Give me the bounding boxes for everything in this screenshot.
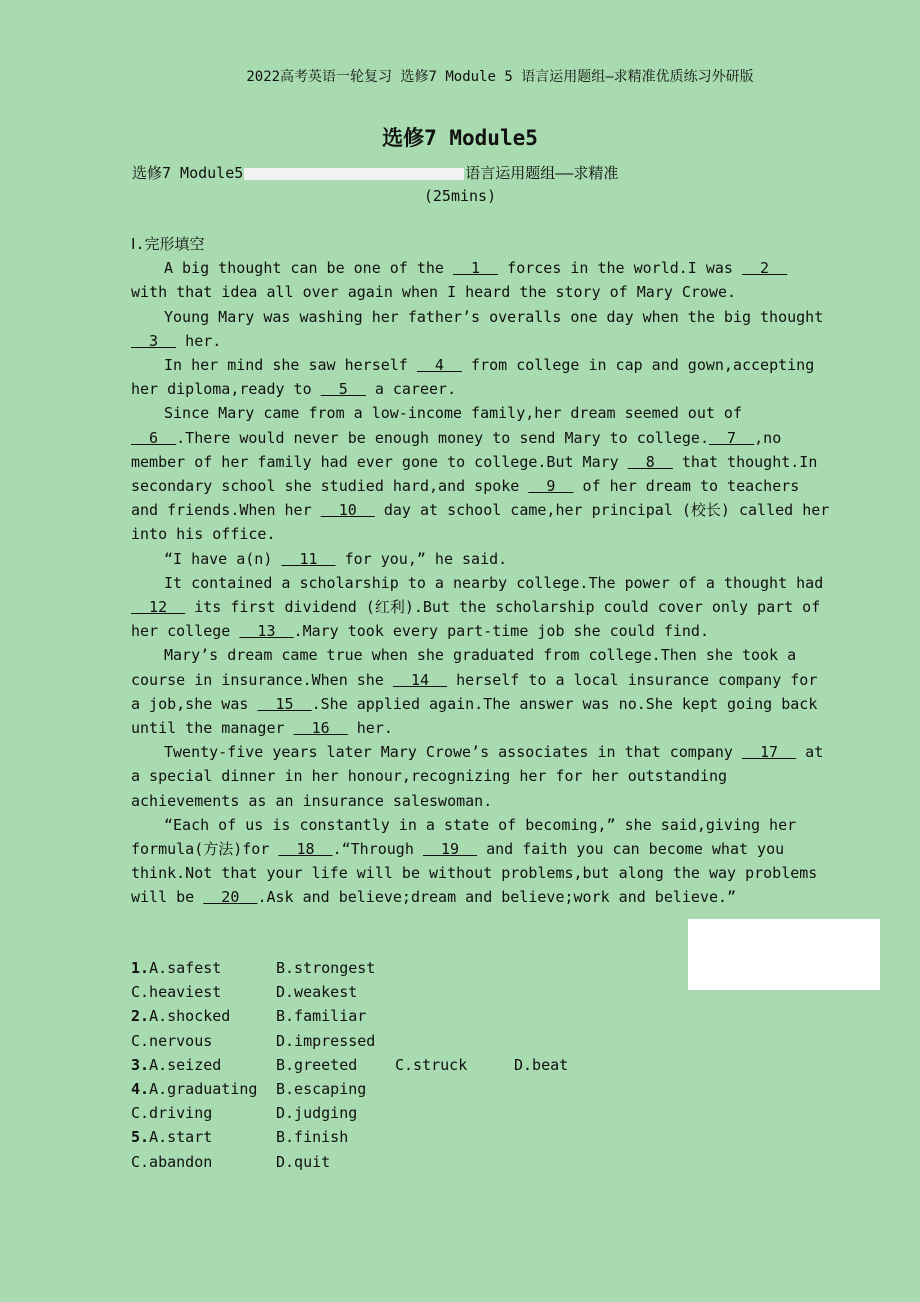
text-run: from college in cap and gown,accepting her diploma,ready to (131, 356, 815, 399)
blank-11: 11 (281, 549, 336, 568)
page-title: 选修7 Module5 (382, 126, 538, 150)
blank-13: 13 (239, 622, 294, 641)
option-b: B.escaping (276, 1080, 367, 1099)
text-run: its first dividend (红利).But the scholarship could cover only part of her college (131, 598, 821, 641)
paragraph (131, 740, 831, 813)
text-run: “I have a(n) (164, 549, 282, 568)
paragraph (131, 256, 831, 304)
option-row (131, 1004, 568, 1028)
text-run: Young Mary was washing her father’s overalls one day when the big thought (164, 307, 824, 326)
question-number: 2. (131, 1007, 150, 1026)
text-run: that thought.In secondary school she studied hard,and spoke (131, 452, 818, 496)
redaction-bar (244, 168, 464, 180)
option-row (131, 1077, 568, 1101)
option-cell (131, 956, 276, 980)
blank-15: 15 (257, 694, 312, 713)
blank-2: 2 (741, 259, 788, 278)
option-a: A.seized (149, 1055, 222, 1074)
blank-1: 1 (452, 259, 499, 278)
blank-16: 16 (293, 719, 348, 738)
stamp-image (688, 919, 880, 990)
text-run: with that idea all over again when I heard the story of Mary Crowe. (131, 283, 737, 302)
option-row (131, 1053, 568, 1077)
option-c: C.nervous (131, 1031, 213, 1050)
blank-5: 5 (320, 380, 366, 399)
option-c: C.driving (131, 1104, 213, 1123)
option-b: B.finish (276, 1128, 349, 1147)
option-d: D.beat (514, 1055, 569, 1074)
option-d: D.quit (276, 1152, 331, 1171)
option-d: D.impressed (276, 1031, 376, 1050)
blank-19: 19 (422, 840, 478, 859)
text-run: of her dream to teachers and friends.When her (131, 477, 800, 520)
text-run: ,no member of her family had ever gone to college.But Mary (131, 428, 782, 471)
question-number: 3. (131, 1055, 150, 1074)
text-run: forces in the world.I was (498, 259, 742, 278)
option-cell (131, 1053, 276, 1077)
section-title: Ⅰ.完形填空 (131, 235, 205, 253)
option-c: C.heaviest (131, 983, 222, 1002)
page-header: 2022高考英语一轮复习 选修7 Module 5 语言运用题组—求精准优质练习外研版 (246, 69, 754, 85)
text-run: Twenty-five years later Mary Crowe’s associates in that company (164, 743, 742, 762)
subtitle (132, 162, 618, 183)
text-run: .She applied again.The answer was no.She kept going back until the manager (131, 694, 818, 738)
blank-18: 18 (278, 840, 333, 859)
subtitle-left: 选修7 Module5 (132, 164, 244, 182)
text-run: It contained a scholarship to a nearby college.The power of a thought had (164, 573, 824, 592)
text-run: Since Mary came from a low-income family,her dream seemed out of (164, 404, 742, 423)
question-number: 1. (131, 959, 150, 977)
text-run: her. (347, 719, 393, 738)
paragraph (131, 305, 831, 353)
option-c: C.struck (395, 1055, 468, 1074)
paragraph (131, 353, 831, 401)
text-run: day at school came,her principal (校长) called her into his office. (131, 501, 830, 544)
option-row (131, 1125, 568, 1149)
text-run: herself to a local insurance company for a job,she was (131, 670, 818, 713)
blank-9: 9 (528, 477, 574, 496)
text-run: In her mind she saw herself (164, 356, 417, 375)
blank-17: 17 (741, 743, 797, 762)
paragraph (131, 571, 831, 644)
option-b: B.strongest (276, 959, 376, 977)
blank-14: 14 (392, 670, 448, 689)
option-cell (131, 1004, 276, 1028)
option-a: A.start (149, 1128, 213, 1147)
option-row (131, 956, 568, 980)
paragraph (131, 401, 831, 546)
text-run: and faith you can become what you think.Not that your life will be without problems,but along the way problems will be (131, 840, 818, 907)
blank-4: 4 (416, 356, 463, 375)
question-number: 4. (131, 1080, 150, 1099)
text-run: .Mary took every part-time job she could find. (293, 622, 709, 641)
option-c: C.abandon (131, 1152, 213, 1171)
blank-3: 3 (131, 331, 177, 350)
paragraphs (131, 256, 831, 909)
blank-6: 6 (131, 428, 177, 447)
option-cell (131, 1125, 276, 1149)
text-run: .Ask and believe;dream and believe;work and believe.” (257, 888, 737, 907)
paragraph (131, 547, 831, 571)
text-run: .“Through (332, 840, 423, 859)
blank-12: 12 (131, 598, 186, 617)
text-run: .There would never be enough money to send Mary to college. (176, 428, 709, 447)
option-d: D.judging (276, 1104, 358, 1123)
option-row (131, 1029, 568, 1053)
text-run: at a special dinner in her honour,recognizing her for her outstanding achievements as an insurance saleswoman. (131, 743, 824, 810)
subtitle-right: 语言运用题组——求精准 (465, 164, 619, 182)
text-run: a career. (365, 380, 457, 399)
text-run: Mary’s dream came true when she graduated from college.Then she took a course in insurance.When she (131, 646, 797, 689)
option-row (131, 980, 568, 1004)
paragraph (131, 643, 831, 740)
option-b: B.familiar (276, 1007, 367, 1026)
answer-options (131, 956, 568, 1174)
blank-20: 20 (203, 888, 258, 907)
text-run: for you,” he said. (335, 549, 508, 568)
time-limit: (25mins) (423, 187, 497, 205)
blank-8: 8 (627, 452, 673, 471)
text-run: her. (176, 331, 222, 350)
question-number: 5. (131, 1128, 150, 1147)
option-a: A.graduating (149, 1080, 258, 1099)
cloze-passage (131, 232, 831, 910)
option-a: A.safest (149, 959, 222, 977)
option-cell (131, 1077, 276, 1101)
text-run: “Each of us is constantly in a state of becoming,” she said,giving her formula(方法)for (131, 815, 797, 859)
blank-7: 7 (708, 428, 755, 447)
option-row (131, 1101, 568, 1125)
option-row (131, 1150, 568, 1174)
text-run: A big thought can be one of the (164, 259, 453, 278)
option-d: D.weakest (276, 983, 358, 1002)
blank-10: 10 (320, 501, 375, 520)
option-a: A.shocked (149, 1007, 231, 1026)
paragraph (131, 813, 831, 910)
option-b: B.greeted (276, 1055, 358, 1074)
